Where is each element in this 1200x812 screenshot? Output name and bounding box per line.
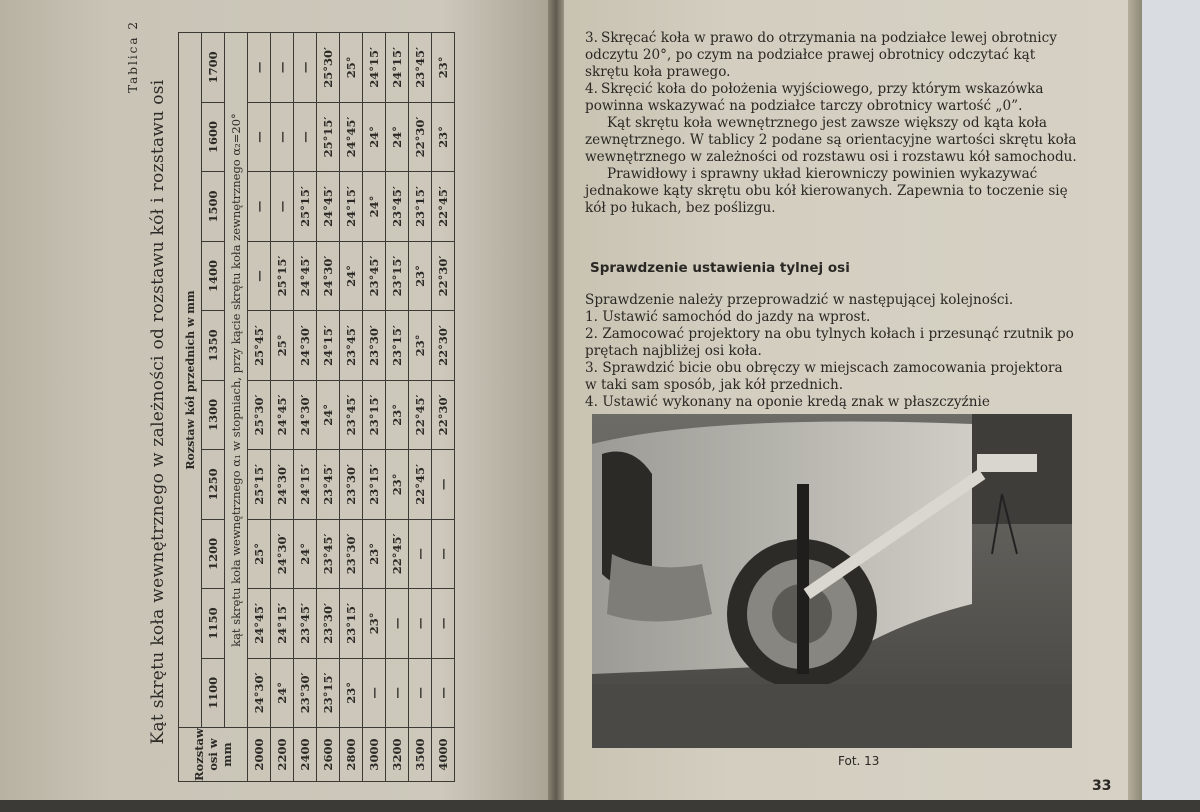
angle-cell: 23° bbox=[409, 311, 432, 380]
angle-subheader: kąt skrętu koła wewnętrznego α₁ w stopniach, przy kącie skrętu koła zewnętrznego α₂=20° bbox=[225, 33, 248, 728]
angle-cell: 24°45′ bbox=[340, 102, 363, 171]
table-row bbox=[340, 33, 363, 782]
angle-cell: 23°45′ bbox=[340, 380, 363, 449]
angle-cell: 24° bbox=[340, 241, 363, 310]
angle-cell: — bbox=[248, 33, 271, 103]
angle-cell: 25°15′ bbox=[317, 102, 340, 171]
angle-cell: 25°45′ bbox=[248, 311, 271, 380]
angle-cell: 24°15′ bbox=[340, 172, 363, 241]
table-label: Tablica 2 bbox=[126, 20, 140, 93]
track-value: 1600 bbox=[202, 102, 225, 171]
angle-cell: 24° bbox=[294, 519, 317, 588]
page-number: 33 bbox=[1092, 778, 1112, 794]
angle-cell: — bbox=[248, 241, 271, 310]
axle-value: 2200 bbox=[271, 728, 294, 782]
list-item: 2. Zamocować projektory na obu tylnych kołach i przesunąć rzutnik po prętach najbliżej osi koła. bbox=[585, 326, 1074, 359]
angle-cell: 23°15′ bbox=[340, 589, 363, 658]
list-item: 3. Sprawdzić bicie obu obręczy w miejscach zamocowania projektora w taki sam sposób, jak kół przednich. bbox=[585, 360, 1063, 393]
angle-cell: — bbox=[432, 519, 455, 588]
track-value: 1150 bbox=[202, 589, 225, 658]
angle-cell: 23°15′ bbox=[386, 241, 409, 310]
angle-cell: 24°45′ bbox=[317, 172, 340, 241]
angle-cell: 23° bbox=[363, 519, 386, 588]
angle-cell: 23° bbox=[386, 450, 409, 519]
right-text-top bbox=[585, 30, 1080, 217]
angle-cell: 22°30′ bbox=[432, 311, 455, 380]
angle-cell: 24°45′ bbox=[271, 380, 294, 449]
angle-cell: 23°45′ bbox=[409, 33, 432, 103]
list-item: 1. Ustawić samochód do jazdy na wprost. bbox=[585, 309, 871, 325]
angle-cell: 25° bbox=[271, 311, 294, 380]
angle-cell: 23°45′ bbox=[363, 241, 386, 310]
angle-cell: 24°30′ bbox=[294, 380, 317, 449]
section-title: Sprawdzenie ustawienia tylnej osi bbox=[590, 260, 850, 276]
angle-cell: — bbox=[432, 450, 455, 519]
angle-cell: — bbox=[409, 519, 432, 588]
axle-header: Rozstaw osi w mm bbox=[179, 728, 248, 782]
angle-cell: 24°30′ bbox=[294, 311, 317, 380]
angle-cell: 24°30′ bbox=[271, 450, 294, 519]
paragraph-angle: Kąt skrętu koła wewnętrznego jest zawsze większy od kąta koła zewnętrznego. W tablicy 2 podane są orientacyjne wartości skrętu koła wewnętrznego w zależności od rozstawu osi i rozstawu kół samochodu. bbox=[585, 115, 1077, 165]
axle-value: 3000 bbox=[363, 728, 386, 782]
table-row bbox=[271, 33, 294, 782]
table-row bbox=[294, 33, 317, 782]
angle-cell: — bbox=[271, 33, 294, 103]
list-item: 4. Skręcić koła do położenia wyjściowego, przy którym wskazówka powinna wskazywać na podziałce tarczy obrotnicy wartość „0”. bbox=[585, 81, 1044, 114]
angle-cell: 24°30′ bbox=[248, 658, 271, 727]
angle-cell: 23°15′ bbox=[317, 658, 340, 727]
table-row bbox=[248, 33, 271, 782]
angle-cell: 23°45′ bbox=[317, 519, 340, 588]
angle-cell: — bbox=[294, 33, 317, 103]
table-body bbox=[248, 33, 455, 782]
track-value: 1300 bbox=[202, 380, 225, 449]
angle-cell: 24°15′ bbox=[271, 589, 294, 658]
page-edge bbox=[1128, 0, 1142, 800]
track-value: 1500 bbox=[202, 172, 225, 241]
angle-cell: 23°45′ bbox=[340, 311, 363, 380]
angle-cell: 22°30′ bbox=[432, 380, 455, 449]
angle-cell: 23° bbox=[409, 241, 432, 310]
table-row bbox=[363, 33, 386, 782]
steering-angle-table bbox=[178, 32, 455, 782]
angle-cell: 22°45′ bbox=[432, 172, 455, 241]
angle-cell: 24°15′ bbox=[317, 311, 340, 380]
angle-cell: 22°45′ bbox=[386, 519, 409, 588]
angle-cell: 23°45′ bbox=[386, 172, 409, 241]
angle-cell: 24°30′ bbox=[271, 519, 294, 588]
angle-cell: 24°15′ bbox=[386, 33, 409, 103]
track-header: Rozstaw kół przednich w mm bbox=[179, 33, 202, 728]
axle-value: 2400 bbox=[294, 728, 317, 782]
angle-cell: 24°45′ bbox=[294, 241, 317, 310]
track-value: 1400 bbox=[202, 241, 225, 310]
paragraph-steering: Prawidłowy i sprawny układ kierowniczy powinien wykazywać jednakowe kąty skrętu obu kół kierowanych. Zapewnia to toczenie się kół po łukach, bez poślizgu. bbox=[585, 166, 1068, 216]
angle-cell: — bbox=[409, 589, 432, 658]
angle-cell: 22°30′ bbox=[409, 102, 432, 171]
angle-cell: 24°45′ bbox=[248, 589, 271, 658]
angle-cell: 23°30′ bbox=[340, 519, 363, 588]
angle-cell: — bbox=[363, 658, 386, 727]
angle-cell: 24° bbox=[386, 102, 409, 171]
axle-value: 2000 bbox=[248, 728, 271, 782]
angle-cell: 25°30′ bbox=[248, 380, 271, 449]
angle-cell: 23°30′ bbox=[363, 311, 386, 380]
angle-cell: 23° bbox=[432, 33, 455, 103]
intro-paragraph: Sprawdzenie należy przeprowadzić w następującej kolejności. bbox=[585, 292, 1014, 308]
angle-cell: 23°30′ bbox=[294, 658, 317, 727]
angle-cell: — bbox=[294, 102, 317, 171]
axle-value: 2800 bbox=[340, 728, 363, 782]
axle-value: 3500 bbox=[409, 728, 432, 782]
axle-value: 2600 bbox=[317, 728, 340, 782]
angle-cell: — bbox=[248, 172, 271, 241]
track-value: 1100 bbox=[202, 658, 225, 727]
list-item: 3. Skręcać koła w prawo do otrzymania na podziałce lewej obrotnicy odczytu 20°, po czym na podziałce prawej obrotnicy odczytać kąt skrętu koła prawego. bbox=[585, 30, 1057, 80]
photo-illustration bbox=[592, 414, 1072, 748]
rotated-table-block bbox=[118, 12, 450, 812]
angle-cell: — bbox=[271, 102, 294, 171]
list-item: 4. Ustawić wykonany na oponie kredą znak w płaszczyźnie bbox=[585, 394, 990, 410]
angle-cell: 24°15′ bbox=[294, 450, 317, 519]
right-text-bottom bbox=[585, 292, 1075, 411]
angle-cell: — bbox=[386, 658, 409, 727]
track-value: 1250 bbox=[202, 450, 225, 519]
angle-cell: — bbox=[432, 589, 455, 658]
angle-cell: 23°15′ bbox=[363, 450, 386, 519]
table-row bbox=[317, 33, 340, 782]
angle-cell: 22°45′ bbox=[409, 450, 432, 519]
track-values-row bbox=[202, 33, 225, 782]
track-value: 1700 bbox=[202, 33, 225, 103]
track-value: 1350 bbox=[202, 311, 225, 380]
angle-cell: 24° bbox=[363, 172, 386, 241]
angle-cell: 23°15′ bbox=[409, 172, 432, 241]
angle-cell: 24° bbox=[271, 658, 294, 727]
angle-cell: — bbox=[432, 658, 455, 727]
angle-cell: 23°45′ bbox=[294, 589, 317, 658]
angle-cell: 23° bbox=[432, 102, 455, 171]
table-row bbox=[409, 33, 432, 782]
book-gutter bbox=[548, 0, 564, 800]
angle-cell: 23°30′ bbox=[340, 450, 363, 519]
angle-cell: 24°15′ bbox=[363, 33, 386, 103]
table-row bbox=[432, 33, 455, 782]
angle-cell: — bbox=[248, 102, 271, 171]
angle-cell: 23° bbox=[363, 589, 386, 658]
axle-value: 4000 bbox=[432, 728, 455, 782]
angle-cell: 23° bbox=[340, 658, 363, 727]
angle-cell: 25°15′ bbox=[271, 241, 294, 310]
angle-cell: 22°45′ bbox=[409, 380, 432, 449]
angle-cell: 23°15′ bbox=[363, 380, 386, 449]
angle-cell: 23° bbox=[386, 380, 409, 449]
angle-cell: 22°30′ bbox=[432, 241, 455, 310]
angle-cell: 25°30′ bbox=[317, 33, 340, 103]
angle-cell: 25° bbox=[340, 33, 363, 103]
axle-value: 3200 bbox=[386, 728, 409, 782]
angle-cell: — bbox=[386, 589, 409, 658]
table-row bbox=[386, 33, 409, 782]
angle-cell: 24°30′ bbox=[317, 241, 340, 310]
angle-cell: 25°15′ bbox=[248, 450, 271, 519]
angle-cell: 25° bbox=[248, 519, 271, 588]
table-title: Kąt skrętu koła wewnętrznego w zależności od rozstawu kół i rozstawu osi bbox=[148, 79, 168, 745]
angle-cell: 24° bbox=[363, 102, 386, 171]
photo-caption: Fot. 13 bbox=[838, 754, 880, 768]
angle-cell: 23°15′ bbox=[386, 311, 409, 380]
angle-cell: — bbox=[409, 658, 432, 727]
angle-cell: 24° bbox=[317, 380, 340, 449]
angle-cell: 25°15′ bbox=[294, 172, 317, 241]
track-value: 1200 bbox=[202, 519, 225, 588]
angle-cell: — bbox=[271, 172, 294, 241]
angle-cell: 23°30′ bbox=[317, 589, 340, 658]
angle-cell: 23°45′ bbox=[317, 450, 340, 519]
car-wheel-photo bbox=[592, 414, 1072, 748]
